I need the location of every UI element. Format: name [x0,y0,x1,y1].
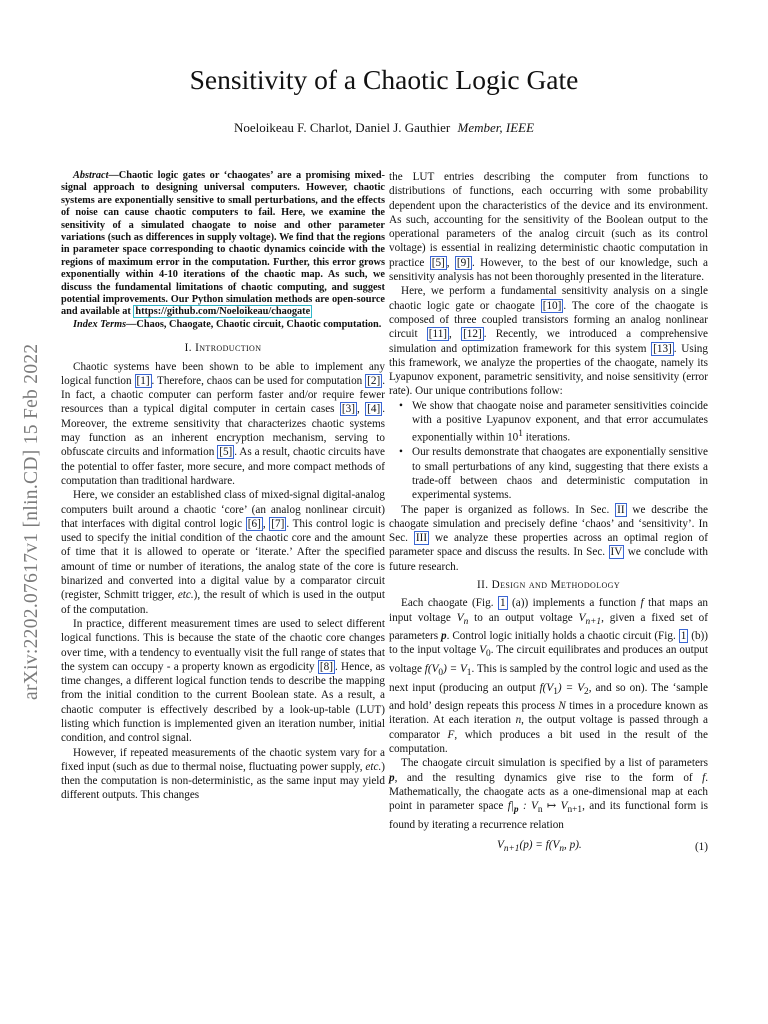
section-link[interactable]: II [617,503,625,516]
text: . Control logic initially holds a chaotic circuit (Fig. [446,630,679,643]
text: , [446,256,455,269]
design-paragraph-1 [389,596,708,756]
math: ) = V [557,681,585,694]
section-number: II. [476,579,492,592]
figure-link[interactable]: 1 [680,630,687,643]
bullet-icon: • [399,399,403,412]
math: ) = V [443,663,467,675]
text: . Recently, we introduced a comprehensive simulation and optimization framework for this system [389,328,709,355]
abstract-label: Abstract [73,170,109,181]
citation-link[interactable]: [8] [319,660,333,673]
math: n [515,714,522,727]
figure-link[interactable]: 1 [499,597,506,610]
section-heading-design [389,578,708,592]
text: . However, to the best of our knowledge, such a sensitivity analysis has not been thoroughly presented in the literature. [389,256,708,284]
section-link[interactable]: III [415,532,428,545]
text: ), the result of which is used in the output of the computation. [61,589,385,616]
index-terms-label: Index Terms [73,318,127,330]
section-title: Introduction [195,342,262,355]
intro-paragraph-4 [61,746,385,803]
text: ) then the computation is non-deterministic, as the same input may yield different outputs. This changes [61,760,385,802]
index-terms [61,319,385,331]
design-paragraph-2 [389,756,708,832]
math: n [559,844,564,855]
intro-paragraph-3 [61,617,385,746]
citation-link[interactable]: [6] [247,517,261,530]
math: V [578,611,586,624]
citation-link[interactable]: [10] [542,299,562,312]
math: f(V [539,681,554,694]
text: . Therefore, chaos can be used for computation [151,374,366,387]
math: n [537,805,543,816]
bullet-icon: • [399,446,403,459]
text: . Moreover, the extreme sensitivity that characterizes chaotic systems may function as an inherent encryption mechanism, serving to obfuscate circuits and information [61,403,385,459]
citation-link[interactable]: [11] [428,328,448,341]
abstract-text: —Chaotic logic gates or ‘chaogates’ are a promising mixed-signal approach to designing universal computers. However, chaotic systems are exponentially sensitive to small perturbations, and the effects of noise can cause chaotic computers to fail. Here, we examine the sensitivity of a simulated chaogate to noise and other parameter variations (such as differences in supply voltage). We find that the regions in parameter space corresponding to chaotic dynamics coincide with the regions of maximum error in the computation. Further, this error grows exponentially within 4-10 iterations of the chaotic map. As such, we discuss the fundamental limitations of chaotic computing, and suggest potential improvements. Our Python simulation methods are open-source and available at [61,170,385,318]
list-item [399,445,708,502]
text: , the output voltage is passed through a comparator [389,714,708,741]
text: , and so on). The ‘sample and hold’ design repeats this process [389,681,708,713]
math: 1 [466,668,472,679]
intro-paragraph-2 [61,488,385,617]
text: (a)) implements a function [507,597,641,610]
equation-number: (1) [694,841,708,854]
intro-paragraph-4-continued [389,170,708,284]
list-item [399,399,708,446]
math: N [558,700,566,713]
citation-link[interactable]: [7] [271,517,285,530]
math: V [456,611,464,624]
math: 0 [486,649,491,660]
text: times in a procedure known as iteration. At each iteration [389,700,708,727]
text: The chaogate circuit simulation is specified by a list of parameters [401,757,708,770]
section-link[interactable]: IV [610,546,623,559]
text: Here, we perform a fundamental sensitivity analysis on a single chaotic logic gate or chaogate [389,285,708,312]
authors: Noeloikeau F. Charlot, Daniel J. Gauthier [233,120,451,135]
affiliation: Member, IEEE [457,120,535,135]
text: , [262,517,270,530]
math: f [640,597,644,610]
math: (p) = f(V [519,838,560,851]
text: . In fact, a chaotic computer can perform faster and/or require fewer resources than a typical digital computer in certain cases [61,374,385,416]
arxiv-identifier: arXiv:2202.07617v1 [nlin.CD] 15 Feb 2022 [21,343,42,700]
math: p [513,805,519,816]
math: n+1 [567,805,583,816]
math: n+1 [585,616,602,627]
text: , given a fixed set of parameters [389,611,708,643]
math: F [447,728,455,741]
equation-body [497,838,582,857]
math: 2 [584,686,589,697]
math: f| [507,800,514,813]
citation-link[interactable]: [9] [456,256,470,269]
author-line [0,120,768,136]
contributions-list [389,399,708,503]
math: n+1 [503,844,520,855]
github-link[interactable]: https://github.com/Noeloikeau/chaogate [135,306,311,318]
math: p [441,630,447,643]
text: We show that chaogate noise and parameter sensitivities coincide with a positive Lyapunov exponent, and that error accumulates exponentially within 10 [412,399,708,445]
section-title: Design and Methodology [491,579,621,592]
math: f(V [424,663,439,675]
citation-link[interactable]: [1] [136,374,150,387]
exponent: 1 [518,429,523,440]
index-terms-text: —Chaos, Chaogate, Chaotic circuit, Chaotic computation. [126,318,382,330]
math: n [463,616,469,627]
intro-paragraph-1 [61,360,385,489]
text: . This control logic is used to specify the initial condition of the chaotic core and the amount of time that it is allowed to operate or ‘iterate.’ After the specified amount of time or number of iterations, the analog state of the core is binarized and converted into a digital value by a comparator circuit (register, Schmitt trigger, [61,517,386,602]
text: etc. [177,589,194,602]
math: , p). [564,838,582,851]
text: the LUT entries describing the computer from functions to distributions of functions, each occurring with some probability dependent upon the characteristics of the device and its environment. As such, accounting for the sensitivity of the Boolean output to the operational parameters of the analog circuit (such as its control voltage) is essential in realizing deterministic chaotic computation in practice [389,171,708,269]
text: In practice, different measurement times are used to select different logical functions. This is because the state of the chaotic core changes over time, with a tendency to eventually visit the full range of states that the system can occupy - a property known as ergodicity [61,617,385,673]
abstract [61,170,385,319]
text: we describe the chaogate simulation and precisely define ‘chaos’ and ‘sensitivity’. In Sec. [389,503,709,545]
math: 1 [553,686,558,697]
text: we conclude with future research. [389,546,708,573]
text: . Mathematically, the chaogate acts as a one-dimensional map at each point in parameter space [389,771,708,813]
text: Our results demonstrate that chaogates are exponentially sensitive to small perturbations of any kind, suggesting that there exists a trade-off between chaos and deterministic computation in experimental systems. [412,446,708,502]
text: to an output voltage [468,611,579,624]
text: , [449,328,462,341]
text: However, if repeated measurements of the chaotic system vary for a fixed input (such as due to thermal noise, fluctuating power supply, [61,746,385,773]
text: . The core of the chaogate is composed of three coupled transistors forming an analog nonlinear circuit [389,299,708,341]
intro-paragraph-6 [389,503,708,574]
text: Here, we consider an established class of mixed-signal digital-analog computers built around a chaotic ‘core’ (an analog nonlinear circuit) that interfaces with digital control logic [61,489,385,530]
text: etc. [365,760,382,773]
section-number: I. [184,342,196,355]
left-column [61,170,385,803]
text: , and its functional form is found by iterating a recurrence relation [389,800,708,831]
citation-link[interactable]: [4] [367,403,381,416]
text: that maps an input voltage [389,597,709,624]
text: (b)) to the input voltage [389,630,709,657]
citation-link[interactable]: [5] [219,446,233,459]
citation-link[interactable]: [5] [431,256,445,269]
section-heading-introduction [61,341,385,355]
text: The paper is organized as follows. In Sec. [401,503,616,516]
citation-link[interactable]: [3] [341,403,355,416]
text: Chaotic systems have been shown to be able to implement any logical function [61,360,385,387]
text: we analyze these properties across an optimal region of parameter space and discuss the results. In Sec. [389,532,708,559]
paper-title: Sensitivity of a Chaotic Logic Gate [189,64,579,95]
right-column [389,170,708,857]
math: V [497,838,504,851]
citation-link[interactable]: [2] [367,374,381,387]
math: f [702,771,706,784]
citation-link[interactable]: [12] [463,328,482,341]
math: p [389,771,395,784]
text: , [356,403,366,416]
text: , which produces a bit used in the result of the computation. [389,728,708,755]
text: iterations. [522,432,571,445]
math: ↦ V [542,800,568,813]
text: . Hence, as time changes, a different logical function tends to describe the mapping from the initial condition to the current Boolean state. As a result, a chaotic computer is effectively described by a look-up-table (LUT) listing which function is implemented given an iteration number, initial condition, and control signal. [61,660,385,745]
text: . Using this framework, we analyze the properties of the chaogate, namely its Lyapunov exponent, parametric sensitivity, and noise sensitivity (error rate). Our unique contributions follow: [389,342,708,398]
math: : V [518,800,538,813]
math: 0 [438,668,444,679]
equation-1 [389,838,708,857]
text: . This is sampled by the control logic and used as the next input (producing an output [389,663,709,694]
text: Each chaogate (Fig. [401,597,498,610]
text: . The circuit equilibrates and produces an output voltage [389,644,708,675]
intro-paragraph-5 [389,284,708,398]
text: . As a result, chaotic circuits have the potential to offer faster, more secure, and more compact methods of computation than traditional hardware. [61,446,386,487]
citation-link[interactable]: [13] [653,342,672,355]
text: , and the resulting dynamics give rise to the form of [394,771,703,784]
math: V [479,644,487,657]
